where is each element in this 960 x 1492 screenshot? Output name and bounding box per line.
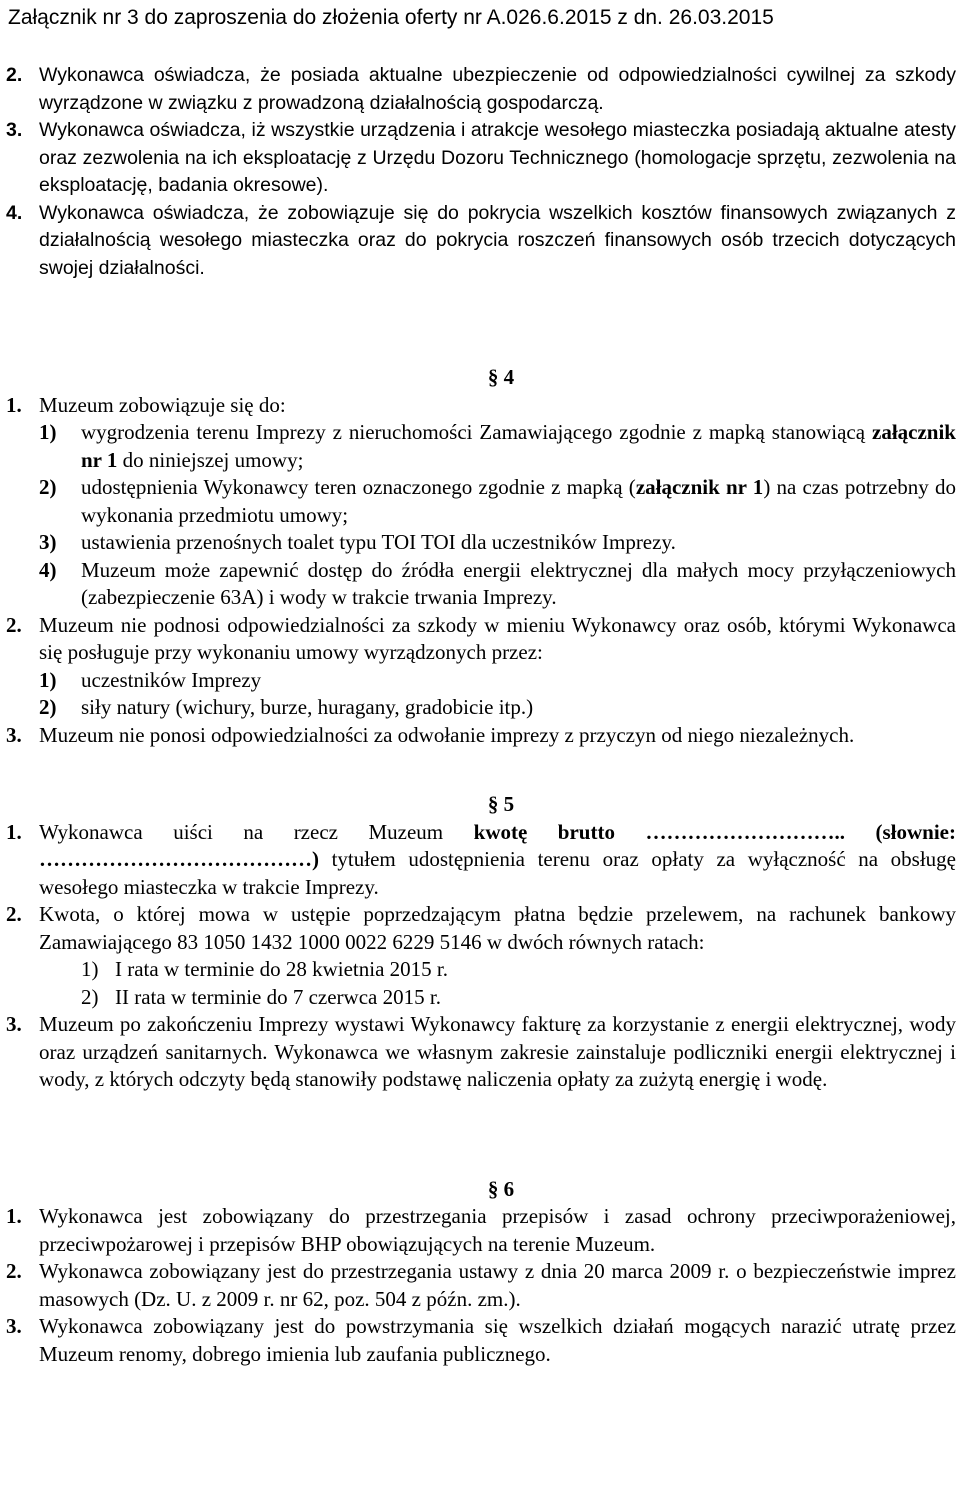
clause-number: 2. — [6, 64, 23, 86]
item-text: Muzeum po zakończeniu Imprezy wystawi Wykonawcy fakturę za korzystanie z energii elektrycznej, wody oraz urządzeń sanitarnych. Wykonawca we własnym zakresie zainstaluje podliczniki energii elektrycznej i wody, z których odczyty będą stanowiły podstawę naliczenia opłaty za zużytą energię i wodę. — [39, 1012, 956, 1091]
sub-number: 3) — [39, 530, 57, 554]
item-text: Wykonawca zobowiązany jest do przestrzegania ustawy z dnia 20 marca 2009 r. o bezpieczeństwie imprez masowych (Dz. U. z 2009 r. nr 62, poz. 504 z późn. zm.). — [39, 1259, 956, 1311]
clause-text: Wykonawca oświadcza, iż wszystkie urządzenia i atrakcje wesołego miasteczka posiadają aktualne atesty oraz zezwolenia na ich eksploatację z Urzędu Dozoru Technicznego (homologacje sprzętu, zezwolenia na eksploatację, badania okresowe). — [39, 119, 956, 196]
sub-text-part: ) na czas potrzebny do wykonania przedmiotu umowy; — [81, 475, 956, 527]
section4-item-3 — [6, 722, 956, 750]
item-number: 1. — [6, 819, 22, 844]
clause-number: 4. — [6, 201, 23, 224]
item-number: 1. — [6, 392, 22, 417]
sub-text-part: do niniejszej umowy; — [117, 447, 304, 472]
item-number: 2. — [6, 612, 22, 637]
section4-sub-2 — [6, 474, 956, 529]
installment-text: I rata w terminie do 28 kwietnia 2015 r. — [115, 957, 448, 981]
installment-1 — [6, 956, 956, 984]
section4-item2-sub-2 — [6, 694, 956, 722]
section4-sub-4 — [6, 557, 956, 612]
sub-number: 2) — [39, 695, 57, 719]
section5-item-1 — [6, 819, 956, 902]
sub-number: 1) — [39, 420, 57, 444]
item-number: 2. — [6, 1259, 22, 1283]
installment-2 — [6, 984, 956, 1012]
sub-text: Muzeum może zapewnić dostęp do źródła energii elektrycznej dla małych mocy przyłączeniowych (zabezpieczenie 63A) i wody w trakcie trwania Imprezy. — [81, 557, 956, 609]
clause-4 — [6, 200, 956, 283]
document-body — [6, 62, 956, 1368]
section4-item-2 — [6, 612, 956, 667]
item-text: Muzeum nie podnosi odpowiedzialności za szkody w mieniu Wykonawcy oraz osób, którymi Wykonawca się posługuje przy wykonaniu umowy wyrządzonych przez: — [39, 612, 956, 664]
item-text — [39, 819, 956, 902]
section5-item-3 — [6, 1011, 956, 1094]
item-text-part: tytułem udostępnienia terenu oraz opłaty za wyłączność na obsługę wesołego miasteczka w trakcie Imprezy. — [39, 847, 956, 899]
item-text: Kwota, o której mowa w ustępie poprzedzającym płatna będzie przelewem, na rachunek bankowy Zamawiającego 83 1050 1432 1000 0022 6229 5146 w dwóch równych ratach: — [39, 902, 956, 954]
clause-2 — [6, 62, 956, 117]
sub-text-part: wygrodzenia terenu Imprezy z nieruchomości Zamawiającego zgodnie z mapką stanowiącą — [81, 420, 872, 444]
section5-item-2 — [6, 901, 956, 956]
section6-item-2 — [6, 1258, 956, 1313]
clause-number: 3. — [6, 119, 23, 141]
section-heading-4: § 4 — [487, 365, 515, 389]
item-number: 3. — [6, 1012, 22, 1036]
sub-number: 4) — [39, 557, 57, 582]
section4-item-1 — [6, 392, 956, 420]
installment-text: II rata w terminie do 7 czerwca 2015 r. — [115, 984, 441, 1009]
section6-item-3 — [6, 1313, 956, 1368]
item-text-part: Wykonawca uiści na rzecz Muzeum — [39, 819, 474, 844]
item-text: Wykonawca jest zobowiązany do przestrzegania przepisów i zasad ochrony przeciwporażeniowej, przeciwpożarowej i przepisów BHP obowiązujących na terenie Muzeum. — [39, 1204, 956, 1256]
sub-text: siły natury (wichury, burze, huragany, gradobicie itp.) — [81, 695, 534, 719]
item-text: Muzeum nie ponosi odpowiedzialności za odwołanie imprezy z przyczyn od niego niezależnych. — [39, 722, 855, 747]
sub-text: ustawienia przenośnych toalet typu TOI TOI dla uczestników Imprezy. — [81, 530, 676, 554]
item-number: 3. — [6, 1314, 22, 1338]
clause-text: Wykonawca oświadcza, że zobowiązuje się do pokrycia wszelkich kosztów finansowych związanych z działalnością wesołego miasteczka oraz do pokrycia roszczeń finansowych osób trzecich dotyczących swojej działalności. — [39, 201, 956, 279]
section-heading-6: § 6 — [487, 1176, 515, 1201]
item-text: Wykonawca zobowiązany jest do powstrzymania się wszelkich działań mogących narazić utratę przez Muzeum renomy, dobrego imienia lub zaufania publicznego. — [39, 1314, 956, 1366]
sub-text — [81, 474, 956, 529]
installment-number: 2) — [81, 984, 99, 1009]
attachment-reference: załącznik nr 1 — [81, 420, 956, 472]
item-number: 2. — [6, 902, 22, 926]
section-heading-5: § 5 — [487, 792, 515, 816]
clause-3 — [6, 117, 956, 200]
sub-text — [81, 419, 956, 474]
attachment-reference: załącznik nr 1 — [635, 475, 764, 499]
section4-sub-3 — [6, 529, 956, 557]
clause-text: Wykonawca oświadcza, że posiada aktualne ubezpieczenie od odpowiedzialności cywilnej za szkody wyrządzone w związku z prowadzoną działalnością gospodarczą. — [39, 64, 956, 114]
item-number: 3. — [6, 722, 22, 747]
section4-sub-1 — [6, 419, 956, 474]
item-number: 1. — [6, 1204, 22, 1228]
sub-number: 2) — [39, 475, 57, 499]
sub-text-part: udostępnienia Wykonawcy teren oznaczonego zgodnie z mapką ( — [81, 475, 636, 499]
section6-item-1 — [6, 1203, 956, 1258]
section4-item2-sub-1 — [6, 667, 956, 695]
installment-number: 1) — [81, 957, 99, 981]
amount-placeholder: kwotę brutto ……………………….. (słownie: …………………………………) — [39, 819, 956, 871]
sub-number: 1) — [39, 667, 57, 692]
item-text: Muzeum zobowiązuje się do: — [39, 392, 286, 417]
document-header: Załącznik nr 3 do zaproszenia do złożenia oferty nr A.026.6.2015 z dn. 26.03.2015 — [8, 6, 774, 29]
sub-text: uczestników Imprezy — [81, 667, 262, 692]
